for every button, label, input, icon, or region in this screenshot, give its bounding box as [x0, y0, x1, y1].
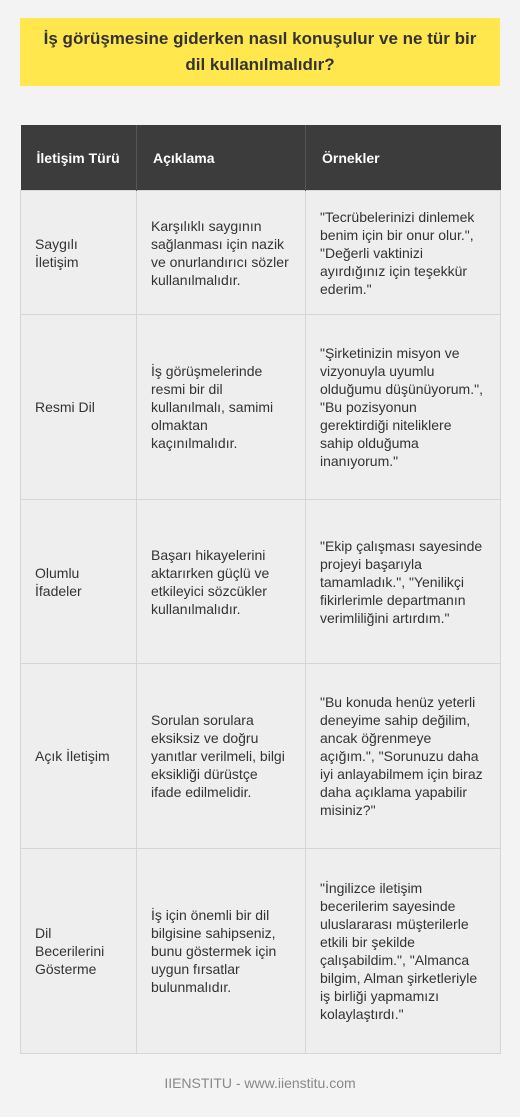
title-banner	[20, 18, 500, 86]
cell-description: Başarı hikayelerini aktarırken güçlü ve etkileyici sözcükler kullanılmalıdır.	[137, 500, 306, 664]
table-container	[20, 125, 500, 1054]
cell-description: Sorulan sorulara eksiksiz ve doğru yanıtlar verilmeli, bilgi eksikliği dürüstçe ifade edilmelidir.	[137, 664, 306, 849]
table-row	[21, 500, 501, 664]
header-description: Açıklama	[137, 125, 306, 191]
cell-type: Dil Becerilerini Gösterme	[21, 849, 137, 1054]
table-row	[21, 191, 501, 315]
footer-credit: IIENSTITU - www.iienstitu.com	[164, 1075, 356, 1091]
cell-description: İş görüşmelerinde resmi bir dil kullanılmalı, samimi olmaktan kaçınılmalıdır.	[137, 315, 306, 500]
cell-examples: "Bu konuda henüz yeterli deneyime sahip değilim, ancak öğrenmeye açığım.", "Sorunuzu daha iyi anlayabilmem için biraz daha açıklama yapabilir misiniz?"	[306, 664, 501, 849]
cell-description: İş için önemli bir dil bilgisine sahipseniz, bunu göstermek için uygun fırsatlar bulunmalıdır.	[137, 849, 306, 1054]
cell-type: Resmi Dil	[21, 315, 137, 500]
cell-description: Karşılıklı saygının sağlanması için nazik ve onurlandırıcı sözler kullanılmalıdır.	[137, 191, 306, 315]
header-examples: Örnekler	[306, 125, 501, 191]
cell-examples: "İngilizce iletişim becerilerim sayesinde uluslararası müşterilerle etkili bir şekilde çalışabildim.", "Almanca bilgim, Alman şirketleriyle iş birliği yapmamızı kolaylaştırdı."	[306, 849, 501, 1054]
table-header-row	[21, 125, 501, 191]
cell-type: Saygılı İletişim	[21, 191, 137, 315]
cell-examples: "Şirketinizin misyon ve vizyonuyla uyumlu olduğumu düşünüyorum.", "Bu pozisyonun gerektirdiği niteliklere sahip olduğuma inanıyorum."	[306, 315, 501, 500]
table-row	[21, 849, 501, 1054]
communication-table	[20, 125, 501, 1054]
page-title: İş görüşmesine giderken nasıl konuşulur ve ne tür bir dil kullanılmalıdır?	[43, 29, 477, 74]
cell-examples: "Ekip çalışması sayesinde projeyi başarıyla tamamladık.", "Yenilikçi fikirlerimle departmanın verimliliğini artırdım."	[306, 500, 501, 664]
table-row	[21, 664, 501, 849]
header-type: İletişim Türü	[21, 125, 137, 191]
cell-type: Açık İletişim	[21, 664, 137, 849]
cell-examples: "Tecrübelerinizi dinlemek benim için bir onur olur.", "Değerli vaktinizi ayırdığınız için teşekkür ederim."	[306, 191, 501, 315]
table-row	[21, 315, 501, 500]
cell-type: Olumlu İfadeler	[21, 500, 137, 664]
